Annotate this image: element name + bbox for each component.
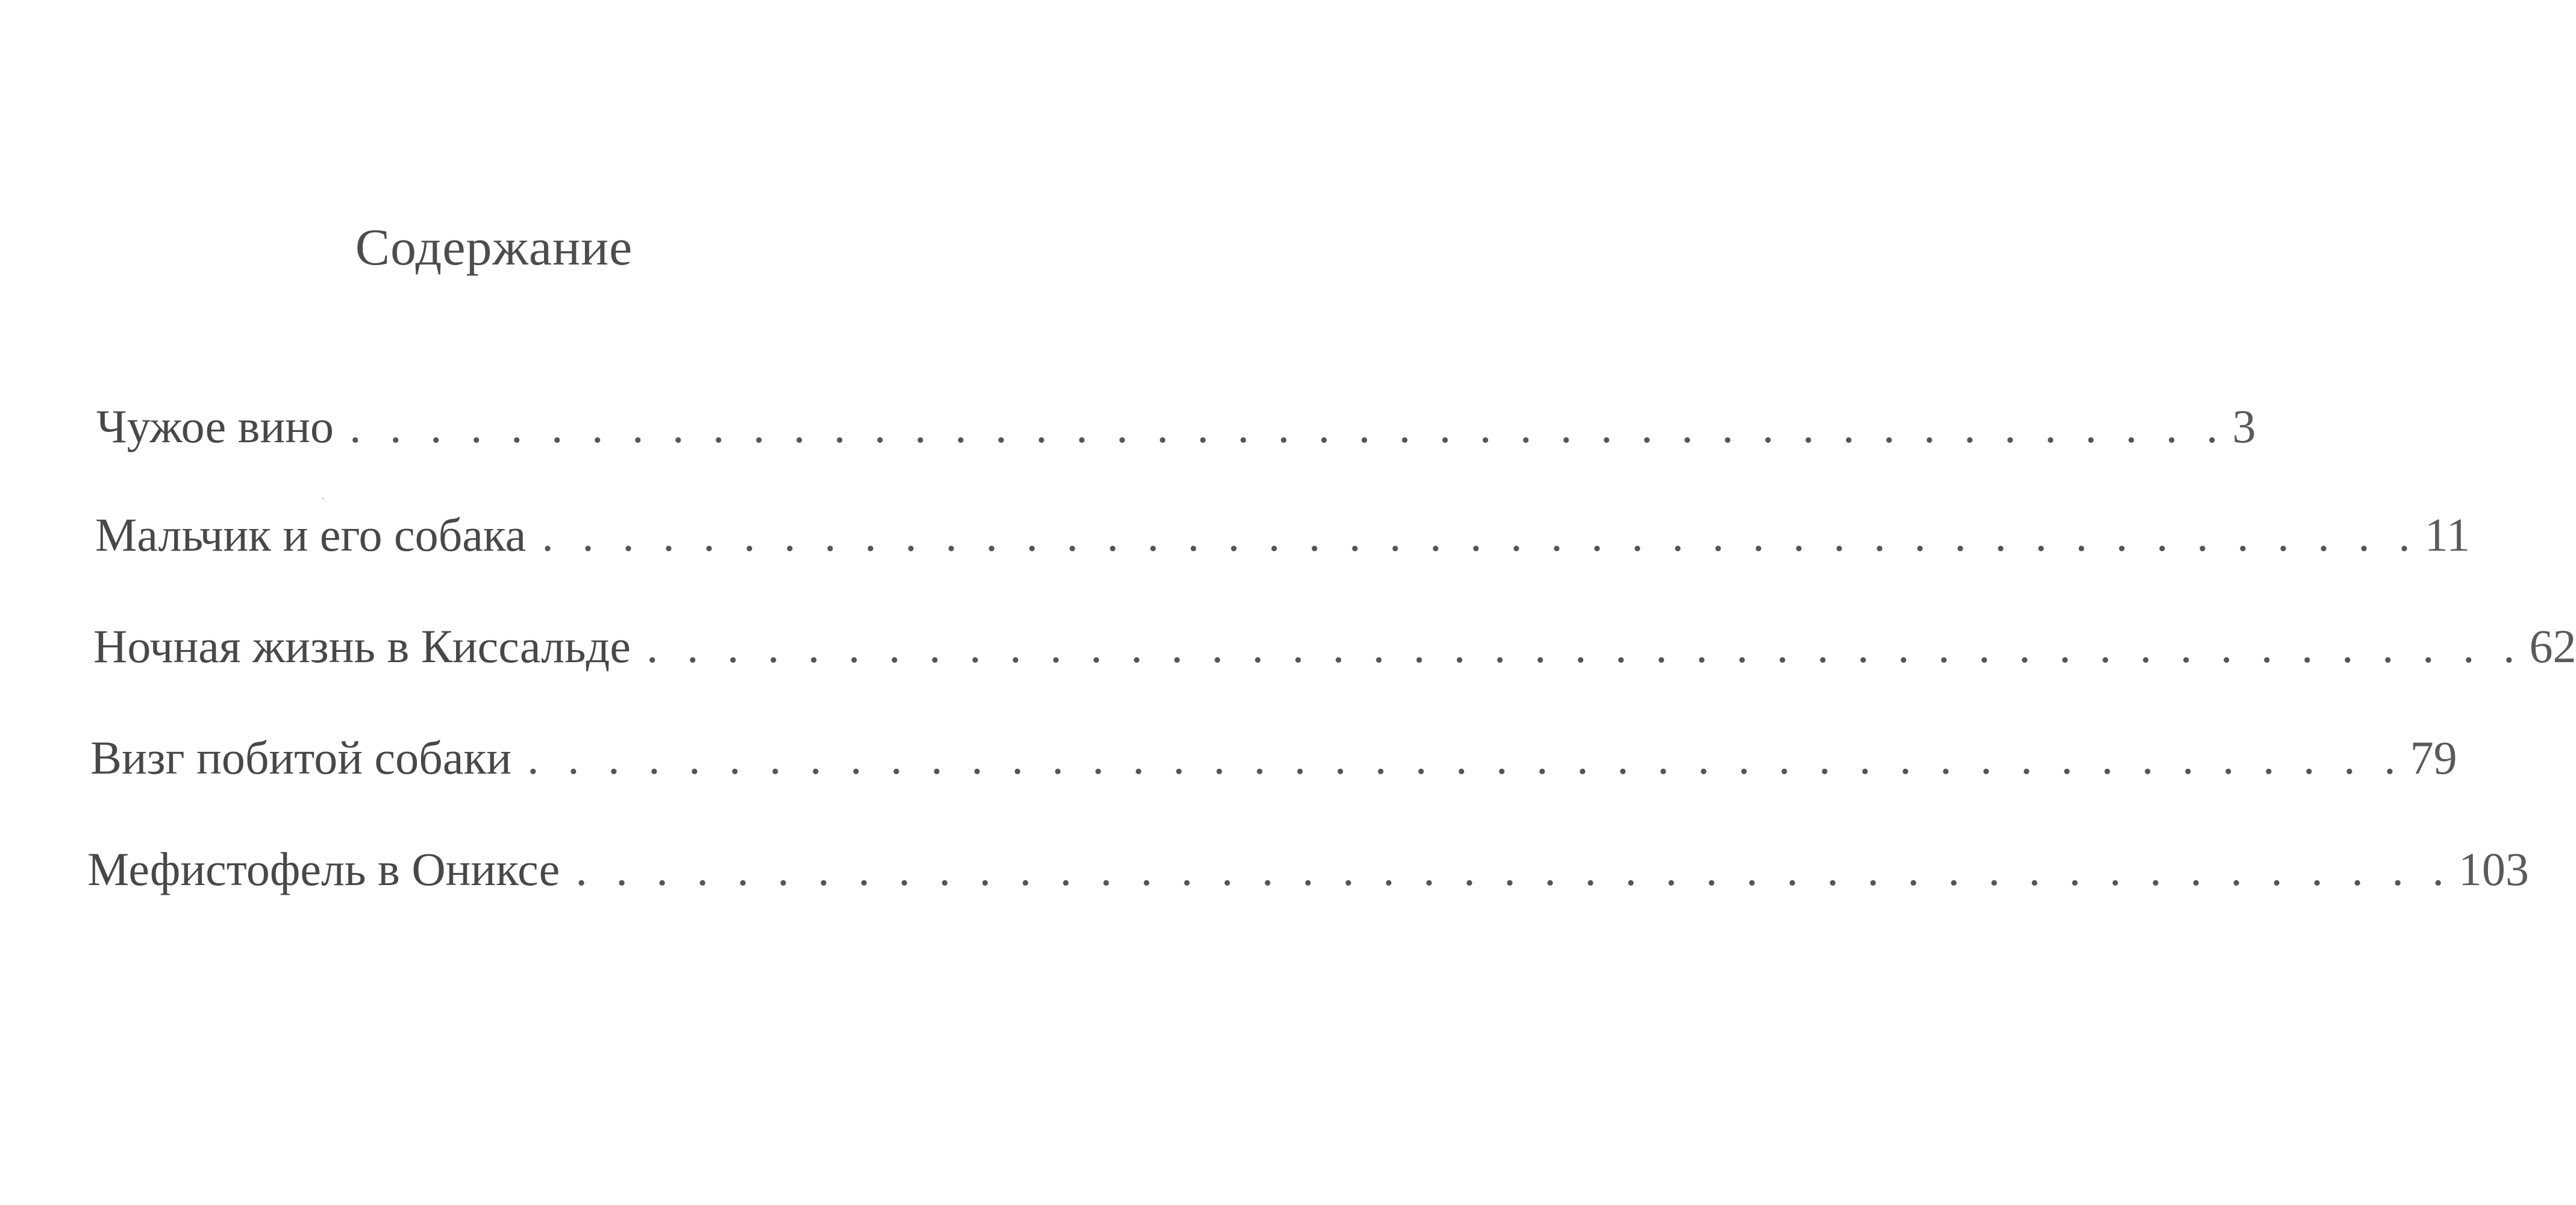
toc-entry-title: Чужое вино (96, 400, 334, 452)
toc-page-number: 79 (2410, 731, 2457, 784)
dot-leader: . . . . . . . . . . . . . . . . . . . . . . . . . . . . . . . . . . . . . . . . . . . . . . . (349, 400, 2227, 452)
toc-entry-title: Ночная жизнь в Киссальде (93, 620, 631, 672)
toc-entry-title: Мефистофель в Ониксе (87, 843, 560, 895)
toc-entry (95, 506, 2470, 564)
toc-entry-title: Визг побитой собаки (90, 731, 512, 784)
toc-entry-title: Мальчик и его собака (95, 509, 527, 561)
toc-page-number: 103 (2458, 843, 2529, 895)
dot-leader: . . . . . . . . . . . . . . . . . . . . . . . . . . . . . . . . . . . . . . . . . . . . . . . (646, 620, 2524, 672)
toc-entry (93, 618, 2576, 675)
dot-leader: . . . . . . . . . . . . . . . . . . . . . . . . . . . . . . . . . . . . . . . . . . . . . . . (575, 843, 2453, 895)
toc-page-number: 62 (2529, 620, 2576, 672)
page-title: Содержание (355, 218, 633, 276)
toc-page-number: 3 (2232, 400, 2256, 452)
toc-entry (96, 398, 2256, 455)
dot-leader: . . . . . . . . . . . . . . . . . . . . . . . . . . . . . . . . . . . . . . . . . . . . . . . (527, 731, 2404, 784)
dot-leader: . . . . . . . . . . . . . . . . . . . . . . . . . . . . . . . . . . . . . . . . . . . . . . . (542, 509, 2419, 561)
toc-entry (90, 729, 2457, 787)
toc-page-number: 11 (2424, 509, 2470, 561)
toc-entry (87, 840, 2529, 898)
